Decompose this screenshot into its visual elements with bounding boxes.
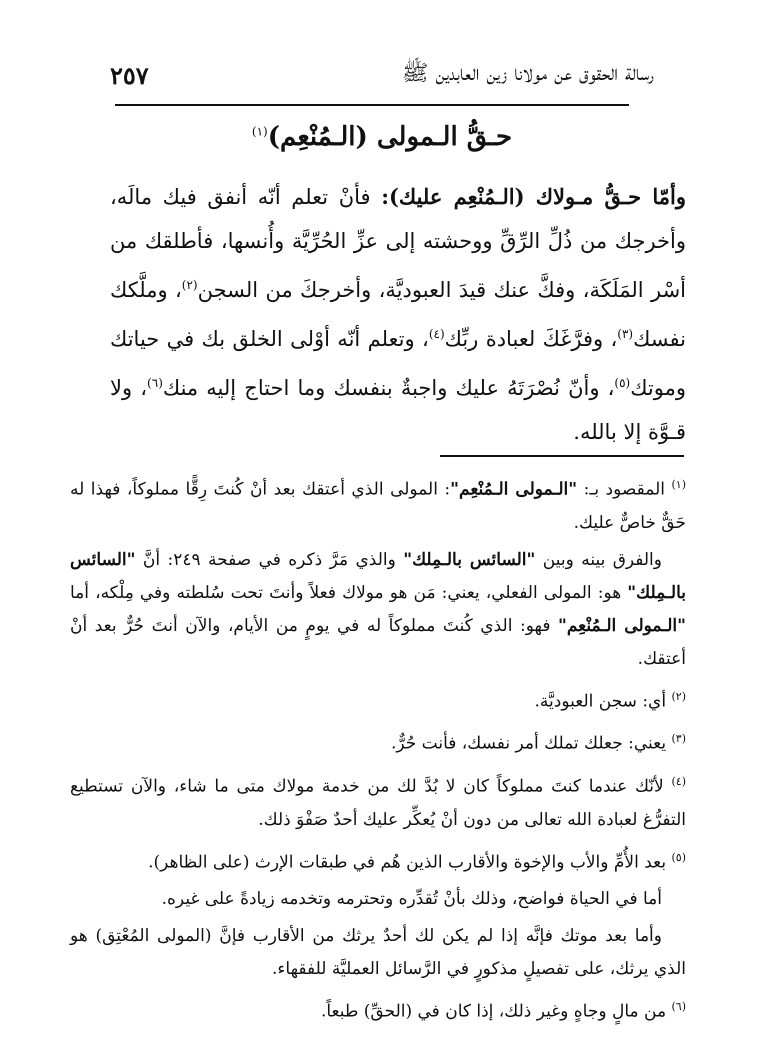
footnote-term: "السائس بالـمِلك" xyxy=(403,549,536,570)
footnote-number: (٤) xyxy=(671,774,686,788)
footnote-text: والذي مَرَّ ذكره في صفحة ٢٤٩: أنَّ xyxy=(135,549,404,570)
running-title: رسالة الحقوق عن مولانا زين العابدين ﷺ xyxy=(401,61,654,86)
footnote-1 xyxy=(70,468,686,540)
footnote-5 xyxy=(70,841,686,880)
main-paragraph xyxy=(110,175,686,454)
footnote-number: (١) xyxy=(671,478,687,491)
footnote-number: (٢) xyxy=(671,689,686,703)
footnote-1-continued xyxy=(70,544,686,676)
footnote-text: والفرق بينه وبين xyxy=(535,549,662,570)
body-part-6: ، ولا قـوَّة إلا بالله. xyxy=(110,376,686,444)
body-part-3: ، وفرَّغَكَ لعبادة ربِّك xyxy=(444,327,618,351)
footnote-5-continued xyxy=(70,883,686,916)
footnote-term: "السائس بالـمِلك" xyxy=(70,549,686,603)
footnote-5-continued xyxy=(70,920,686,986)
body-part-1: فأنْ تعلم أنّه أنفق فيك مالَه، وأخرجك من ذُلِّ الرِّقِّ ووحشته إلى عزِّ الحُرِّيَّة وأُنسها، فأطلقك من أسْر المَلَكَة، وفكَّ عنك قيدَ العبوديَّة، وأخرجكَ من السجن xyxy=(110,185,686,302)
footnote-text: بعد الأُمِّ والأب والإخوة والأقارب الذين هُم في طبقات الإرث (على الظاهر). xyxy=(148,852,667,873)
footnote-ref-6: (٦) xyxy=(147,376,163,390)
footnote-ref-5: (٥) xyxy=(614,376,631,390)
footnote-ref-1: (١) xyxy=(251,124,268,139)
footnote-text: المقصود بـ: xyxy=(577,479,665,500)
body-part-5: ، وأنّ نُصْرَتَهُ عليك واجبةٌ بنفسك وما احتاج إليه منك xyxy=(162,376,615,400)
footnote-text: فهو: الذي كُنتَ مملوكاً له في يومٍ من الأيام، والآن أنتَ حُرٌّ بعد أنْ أعتقك. xyxy=(70,615,686,669)
footnote-text: يعني: جعلك تملك أمر نفسك، فأنت حُرٌّ. xyxy=(390,733,667,754)
footnote-text: أي: سجن العبوديَّة. xyxy=(534,691,667,712)
page-header xyxy=(110,55,654,95)
paragraph-lead: وأمّا حـقُّ مـولاك (الـمُنْعِم عليك): xyxy=(381,184,686,209)
footnote-term: "الـمولى الـمُنْعِم" xyxy=(450,479,578,500)
footnote-text: : المولى الذي أعتقك بعد أنْ كُنتَ رِقًّا مملوكاً، فهذا له حَقٌّ خاصٌّ عليك. xyxy=(70,479,686,533)
footnote-number: (٥) xyxy=(671,850,686,864)
footnote-rule xyxy=(440,455,684,457)
body-part-4: ، وتعلم أنّه أوْلى الخلق بك في حياتك وموتك xyxy=(110,327,686,400)
footnote-term: "الـمولى الـمُنْعِم" xyxy=(558,615,686,636)
footnotes xyxy=(70,468,686,1033)
footnote-number: (٣) xyxy=(671,732,686,746)
page-number: ٢٥٧ xyxy=(110,60,149,90)
footnote-ref-3: (٣) xyxy=(617,327,634,341)
header-rule xyxy=(115,104,629,106)
footnote-text: من مالٍ وجاهٍ وغير ذلك، إذا كان في (الحقِّ) طبعاً. xyxy=(320,1001,667,1022)
section-title-text: حـقُّ الـمولى (الـمُنْعِم) xyxy=(267,122,513,152)
footnote-text: أما في الحياة فواضح، وذلك بأنْ تُقدِّره وتحترمه وتخدمه زيادةً على غيره. xyxy=(161,889,662,910)
footnote-number: (٦) xyxy=(671,1000,686,1014)
footnote-ref-4: (٤) xyxy=(428,327,445,341)
section-title xyxy=(80,122,684,166)
footnote-ref-2: (٢) xyxy=(181,278,198,292)
footnote-text: هو: المولى الفعلي، يعني: مَن هو مولاك فعلاً وأنتَ تحت سُلطته وفي مِلْكه، أما xyxy=(70,582,628,603)
footnote-4 xyxy=(70,765,686,837)
body-part-2: ، وملَّكك نفسك xyxy=(110,278,687,351)
footnote-text: لأنّك عندما كنتَ مملوكاً كان لا بُدَّ لك من خدمة مولاك متى ما شاء، والآن تستطيع التفرُّغ لعبادة الله تعالى من دون أنْ يُعكِّر عليك أحدٌ صَفْوَ ذلك. xyxy=(70,776,686,830)
footnote-text: وأما بعد موتك فإنَّه إذا لم يكن لك أحدٌ يرثك من الأقارب فإنَّ (المولى المُعْتِق) هو الذي يرثك، على تفصيلٍ مذكورٍ في الرَّسائل العمليَّة للفقهاء. xyxy=(70,926,686,980)
footnote-3 xyxy=(70,722,686,761)
footnote-6 xyxy=(70,990,686,1029)
footnote-2 xyxy=(70,680,686,719)
